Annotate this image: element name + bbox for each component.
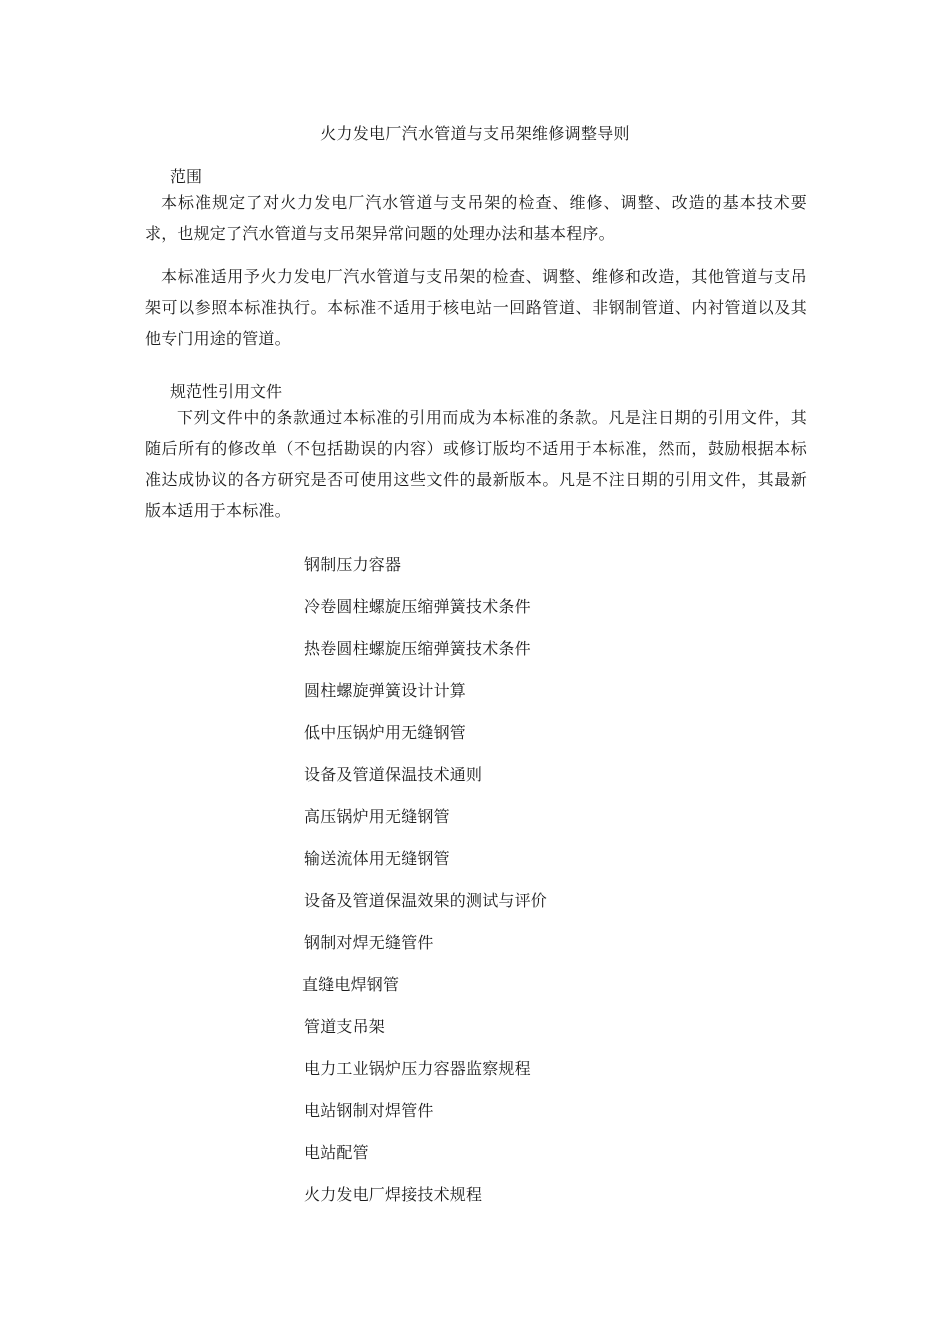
document-title: 火力发电厂汽水管道与支吊架维修调整导则 [320,124,630,143]
reference-item: 管道支吊架 [304,1017,386,1036]
scope-paragraph-2: 本标准适用予火力发电厂汽水管道与支吊架的检查、调整、维修和改造，其他管道与支吊架可以参照本标准执行。本标准不适用于核电站一回路管道、非钢制管道、内衬管道以及其他专门用途的管道。 [145,267,807,348]
references-intro-paragraph: 下列文件中的条款通过本标准的引用而成为本标准的条款。凡是注日期的引用文件，其随后所有的修改单（不包括勘误的内容）或修订版均不适用于本标准，然而，鼓励根据本标准达成协议的各方研究是否可使用这些文件的最新版本。凡是不注日期的引用文件，其最新版本适用于本标准。 [145,408,807,520]
reference-item: 直缝电焊钢管 [302,975,400,994]
reference-item: 设备及管道保温技术通则 [304,765,483,784]
section-heading-scope: 范围 [170,167,203,186]
reference-item: 低中压锅炉用无缝钢管 [304,723,467,742]
reference-item: 火力发电厂焊接技术规程 [304,1185,483,1204]
reference-item: 电力工业锅炉压力容器监察规程 [304,1059,531,1078]
reference-item: 钢制对焊无缝管件 [304,933,434,952]
reference-item: 设备及管道保温效果的测试与评价 [304,891,548,910]
reference-item: 输送流体用无缝钢管 [304,849,450,868]
reference-item: 高压锅炉用无缝钢管 [304,807,450,826]
reference-item: 钢制压力容器 [304,555,402,574]
section-heading-normative-references: 规范性引用文件 [170,382,283,401]
reference-item: 冷卷圆柱螺旋压缩弹簧技术条件 [304,597,531,616]
reference-item: 电站配管 [304,1143,369,1162]
reference-item: 热卷圆柱螺旋压缩弹簧技术条件 [304,639,531,658]
reference-list [304,553,547,1225]
scope-paragraph-1: 本标准规定了对火力发电厂汽水管道与支吊架的检查、维修、调整、改造的基本技术要求，也规定了汽水管道与支吊架异常问题的处理办法和基本程序。 [145,193,807,243]
reference-item: 电站钢制对焊管件 [304,1101,434,1120]
reference-item: 圆柱螺旋弹簧设计计算 [304,681,467,700]
